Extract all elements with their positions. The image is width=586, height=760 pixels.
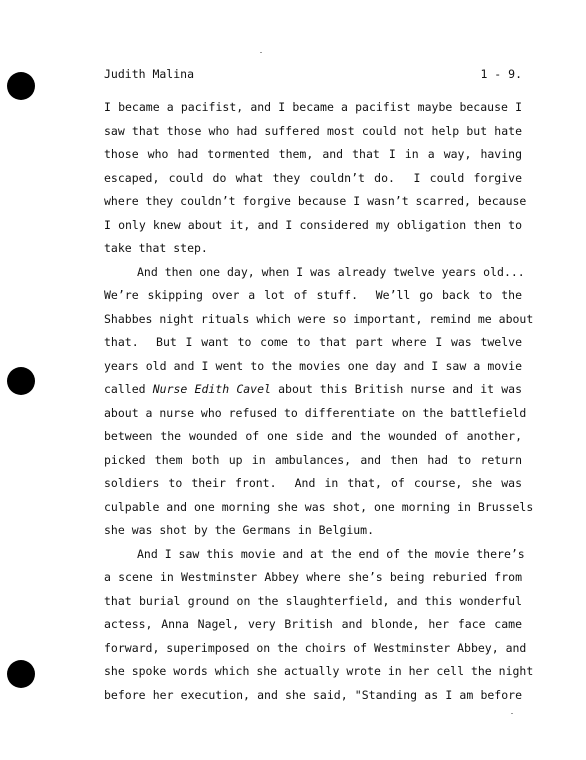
text-line: soldiers to their front. And in that, of course, she was — [104, 476, 522, 490]
text-line: forward, superimposed on the choirs of Westminster Abbey, and — [104, 640, 527, 655]
text-line: she spoke words which she actually wrote in her cell the night — [104, 664, 534, 678]
binder-hole — [7, 72, 35, 100]
text-line: years old and I went to the movies one day and I saw a movie — [104, 358, 522, 373]
text-run: about this British nurse and it was — [270, 382, 523, 396]
text-line — [104, 382, 522, 406]
text-line: before her execution, and she said, "Standing as I am before — [104, 687, 522, 702]
text-line: that. But I want to come to that part where I was twelve — [104, 335, 522, 349]
text-line: a scene in Westminster Abbey where she’s being reburied from — [104, 570, 522, 584]
text-line: saw that those who had suffered most could not help but hate — [104, 123, 522, 138]
text-line: Shabbes night rituals which were so important, remind me about — [104, 311, 534, 326]
text-line: actess, Anna Nagel, very British and blonde, her face came — [104, 617, 522, 631]
text-line: escaped, could do what they couldn’t do. I could forgive — [104, 170, 522, 185]
text-line: I only knew about it, and I considered my obligation then to — [104, 217, 522, 232]
scan-speck — [511, 713, 513, 714]
binder-hole — [7, 367, 35, 395]
text-line: And then one day, when I was already twelve years old... — [137, 264, 525, 279]
scan-speck — [260, 52, 262, 53]
text-line: picked them both up in ambulances, and then had to return — [104, 452, 522, 467]
page-number: 1 - 9. — [480, 67, 522, 81]
text-line: between the wounded of one side and the wounded of another, — [104, 429, 522, 443]
binder-hole — [7, 660, 35, 688]
text-line: where they couldn’t forgive because I wasn’t scarred, because — [104, 194, 527, 208]
text-line: culpable and one morning she was shot, one morning in Brussels — [104, 499, 534, 514]
text-line: she was shot by the Germans in Belgium. — [104, 523, 375, 537]
text-line: take that step. — [104, 241, 208, 255]
film-title: Nurse Edith Cavel — [152, 382, 271, 396]
page-header — [104, 67, 522, 81]
body-text — [104, 100, 534, 711]
text-line: We’re skipping over a lot of stuff. We’ll go back to the — [104, 288, 522, 302]
text-run: called — [104, 382, 153, 396]
text-line: that burial ground on the slaughterfield, and this wonderful — [104, 593, 522, 608]
text-line: those who had tormented them, and that I in a way, having — [104, 147, 522, 161]
header-author: Judith Malina — [104, 67, 195, 81]
text-line: I became a pacifist, and I became a pacifist maybe because I — [104, 100, 522, 114]
text-line: about a nurse who refused to differentiate on the battlefield — [104, 405, 527, 420]
text-line: And I saw this movie and at the end of the movie there’s — [137, 546, 525, 561]
